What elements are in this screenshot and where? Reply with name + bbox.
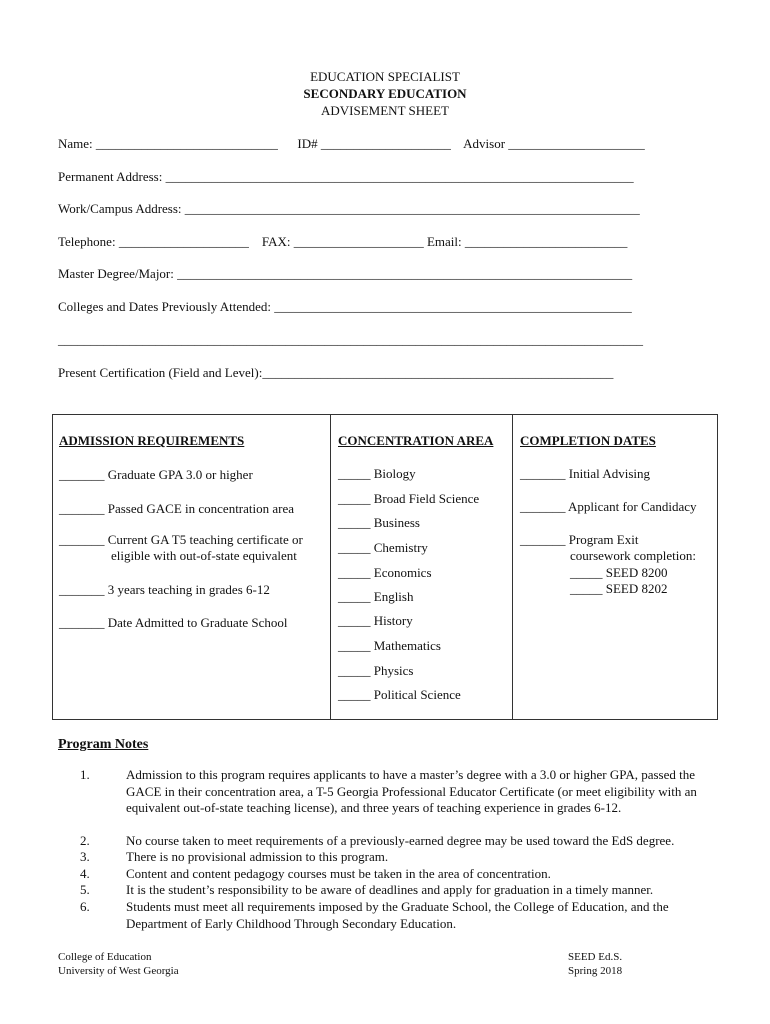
completion-item-candidacy[interactable]: _______ Applicant for Candidacy (520, 499, 697, 514)
note-text: No course taken to meet requirements of a previously-earned degree may be used toward the EdS degree. (126, 833, 675, 848)
note-number: 1. (80, 767, 90, 782)
note-text: Admission to this program requires applicants to have a master’s degree with a 3.0 or higher GPA, passed the GACE in their concentration area, a T-5 Georgia Professional Educator Certificate (or meet eligibility with an equivalent out-of-state teaching license), and three years of teaching experience in grades 6-12. (126, 767, 697, 815)
header-line-3: ADVISEMENT SHEET (321, 103, 449, 118)
footer-university: University of West Georgia (58, 965, 179, 977)
admission-item-certificate-cont: eligible with out-of-state equivalent (111, 548, 297, 563)
concentration-item[interactable]: _____ Chemistry (338, 540, 428, 555)
telephone-fax-email-line[interactable]: Telephone: ____________________ FAX: ____________________ Email: _________________________ (58, 234, 628, 249)
program-notes-title: Program Notes (58, 737, 149, 752)
colleges-attended-line[interactable]: Colleges and Dates Previously Attended: _______________________________________________________ (58, 299, 632, 314)
note-text: There is no provisional admission to this program. (126, 849, 389, 864)
concentration-column (331, 415, 513, 720)
concentration-item[interactable]: _____ Business (338, 515, 420, 530)
footer-program: SEED Ed.S. (568, 951, 623, 963)
note-text: Content and content pedagogy courses must be taken in the area of concentration. (126, 866, 551, 881)
note-number: 2. (80, 833, 90, 848)
admission-item-gpa[interactable]: _______ Graduate GPA 3.0 or higher (59, 467, 253, 482)
note-number: 3. (80, 849, 90, 864)
concentration-item[interactable]: _____ Broad Field Science (338, 491, 480, 506)
work-address-line[interactable]: Work/Campus Address: ______________________________________________________________________ (58, 201, 640, 216)
concentration-item[interactable]: _____ Mathematics (338, 638, 441, 653)
admission-item-teaching[interactable]: _______ 3 years teaching in grades 6-12 (59, 582, 270, 597)
certification-line[interactable]: Present Certification (Field and Level):______________________________________________________ (58, 365, 614, 380)
concentration-item[interactable]: _____ Political Science (338, 687, 461, 702)
footer-left (58, 950, 179, 978)
note-number: 4. (80, 866, 90, 881)
concentration-item[interactable]: _____ History (338, 613, 413, 628)
document-header (0, 68, 770, 119)
completion-item-program-exit[interactable]: _______ Program Exit (520, 532, 639, 547)
footer-college: College of Education (58, 951, 152, 963)
footer-right (568, 950, 622, 978)
note-number: 6. (80, 899, 90, 914)
note-text: It is the student’s responsibility to be aware of deadlines and apply for graduation in a timely manner. (126, 882, 654, 897)
concentration-item[interactable]: _____ English (338, 589, 414, 604)
concentration-item[interactable]: _____ Physics (338, 663, 414, 678)
completion-item-coursework: coursework completion: (570, 548, 696, 563)
concentration-item[interactable]: _____ Economics (338, 565, 432, 580)
footer-term: Spring 2018 (568, 965, 623, 977)
completion-item-initial-advising[interactable]: _______ Initial Advising (520, 466, 650, 481)
completion-item-seed-8202[interactable]: _____ SEED 8202 (570, 581, 668, 596)
note-number: 5. (80, 882, 90, 897)
admission-column (53, 415, 331, 720)
requirements-table (52, 414, 718, 720)
admission-item-gace[interactable]: _______ Passed GACE in concentration area (59, 501, 295, 516)
header-line-2: SECONDARY EDUCATION (303, 86, 467, 101)
completion-item-seed-8200[interactable]: _____ SEED 8200 (570, 565, 668, 580)
master-degree-line[interactable]: Master Degree/Major: ______________________________________________________________________ (58, 266, 633, 281)
header-line-1: EDUCATION SPECIALIST (310, 69, 460, 84)
concentration-heading: CONCENTRATION AREA (338, 433, 494, 448)
concentration-item[interactable]: _____ Biology (338, 466, 416, 481)
name-id-advisor-line[interactable]: Name: ____________________________ ID# ____________________ Advisor _____________________ (58, 136, 645, 151)
note-text: Students must meet all requirements imposed by the Graduate School, the College of Education, and the Department of Early Childhood Through Secondary Education. (126, 899, 669, 931)
permanent-address-line[interactable]: Permanent Address: ________________________________________________________________________ (58, 169, 634, 184)
admission-item-certificate[interactable]: _______ Current GA T5 teaching certificate or (59, 532, 303, 547)
completion-heading: COMPLETION DATES (520, 433, 656, 448)
admission-heading: ADMISSION REQUIREMENTS (59, 433, 245, 448)
completion-column (513, 415, 718, 720)
colleges-continuation-line[interactable]: __________________________________________________________________________________________ (58, 332, 643, 347)
admission-item-date-admitted[interactable]: _______ Date Admitted to Graduate School (59, 615, 288, 630)
